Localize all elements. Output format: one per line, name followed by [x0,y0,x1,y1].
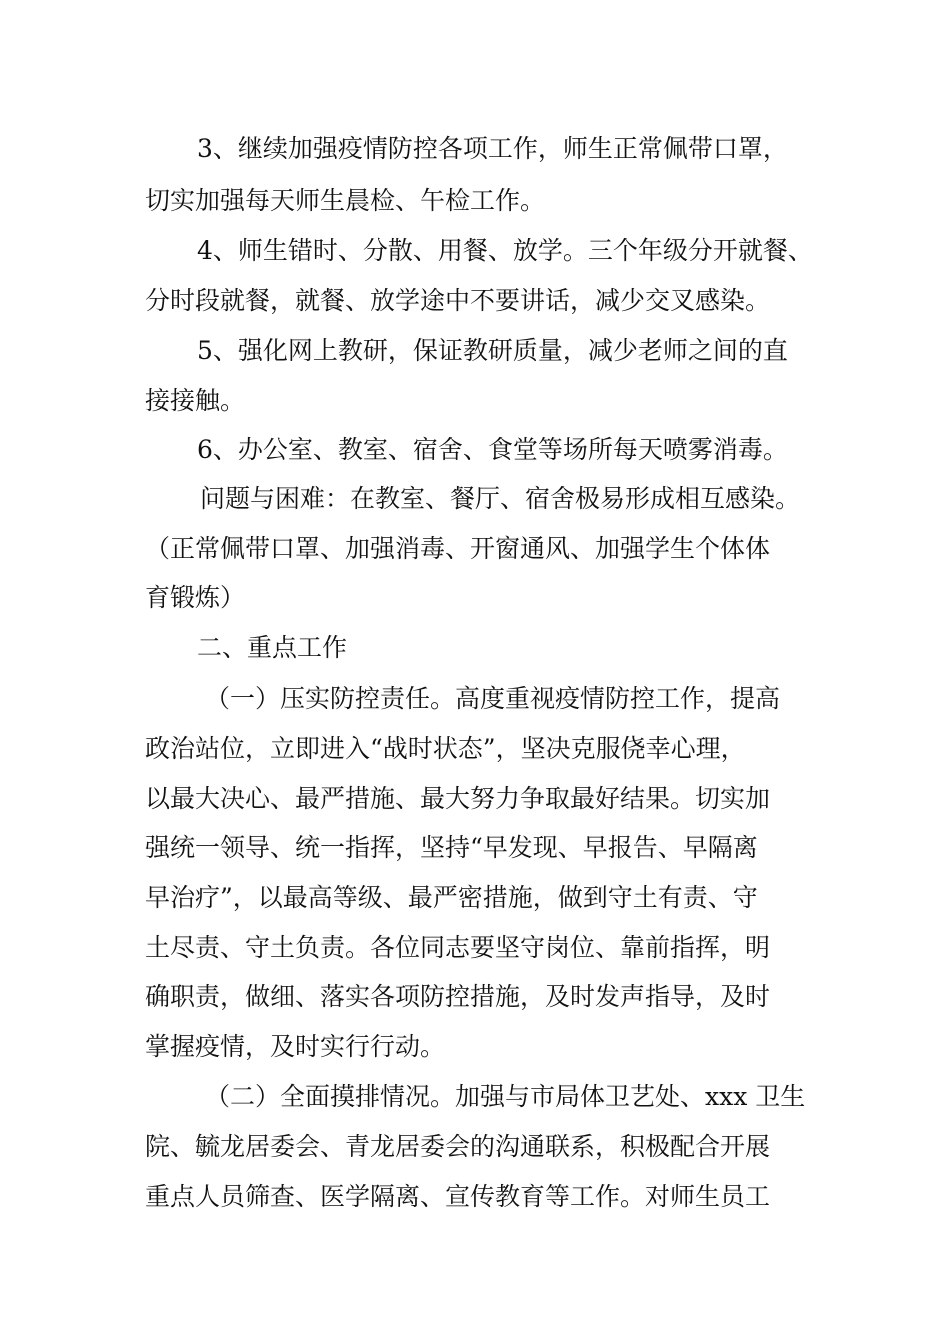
paragraph-line: （二）全面摸排情况。加强与市局体卫艺处、xxx 卫生 [205,1082,806,1111]
paragraph-line: 土尽责、守土负责。各位同志要坚守岗位、靠前指挥，明 [145,933,771,962]
paragraph-line: 切实加强每天师生晨检、午检工作。 [145,186,546,215]
paragraph-line: 5、强化网上教研，保证教研质量，减少老师之间的直 [197,336,788,365]
paragraph-line: 3、继续加强疫情防控各项工作，师生正常佩带口罩， [197,134,788,163]
paragraph-line: 重点人员筛查、医学隔离、宣传教育等工作。对师生员工 [145,1182,771,1211]
paragraph-line: 政治站位，立即进入“战时状态”，坚决克服侥幸心理， [145,734,746,763]
paragraph-line: （正常佩带口罩、加强消毒、开窗通风、加强学生个体体 [145,534,771,563]
paragraph-line: 4、师生错时、分散、用餐、放学。三个年级分开就餐、 [197,236,813,265]
paragraph-line: 育锻炼） [145,583,246,612]
paragraph-line: 强统一领导、统一指挥，坚持“早发现、早报告、早隔离 [145,833,758,862]
paragraph-line: 掌握疫情，及时实行行动。 [145,1032,446,1061]
paragraph-line: 6、办公室、教室、宿舍、食堂等场所每天喷雾消毒。 [197,435,788,464]
paragraph-line: 分时段就餐，就餐、放学途中不要讲话，减少交叉感染。 [145,286,771,315]
paragraph-line: 接接触。 [145,386,246,415]
paragraph-line: （一）压实防控责任。高度重视疫情防控工作，提高 [205,684,781,713]
paragraph-line: 以最大决心、最严措施、最大努力争取最好结果。切实加 [145,784,771,813]
section-heading: 二、重点工作 [197,633,348,662]
paragraph-line: 确职责，做细、落实各项防控措施，及时发声指导，及时 [145,982,771,1011]
paragraph-line: 院、毓龙居委会、青龙居委会的沟通联系，积极配合开展 [145,1132,771,1161]
paragraph-line: 早治疗”，以最高等级、最严密措施，做到守土有责、守 [145,883,758,912]
paragraph-line: 问题与困难：在教室、餐厅、宿舍极易形成相互感染。 [200,484,801,513]
